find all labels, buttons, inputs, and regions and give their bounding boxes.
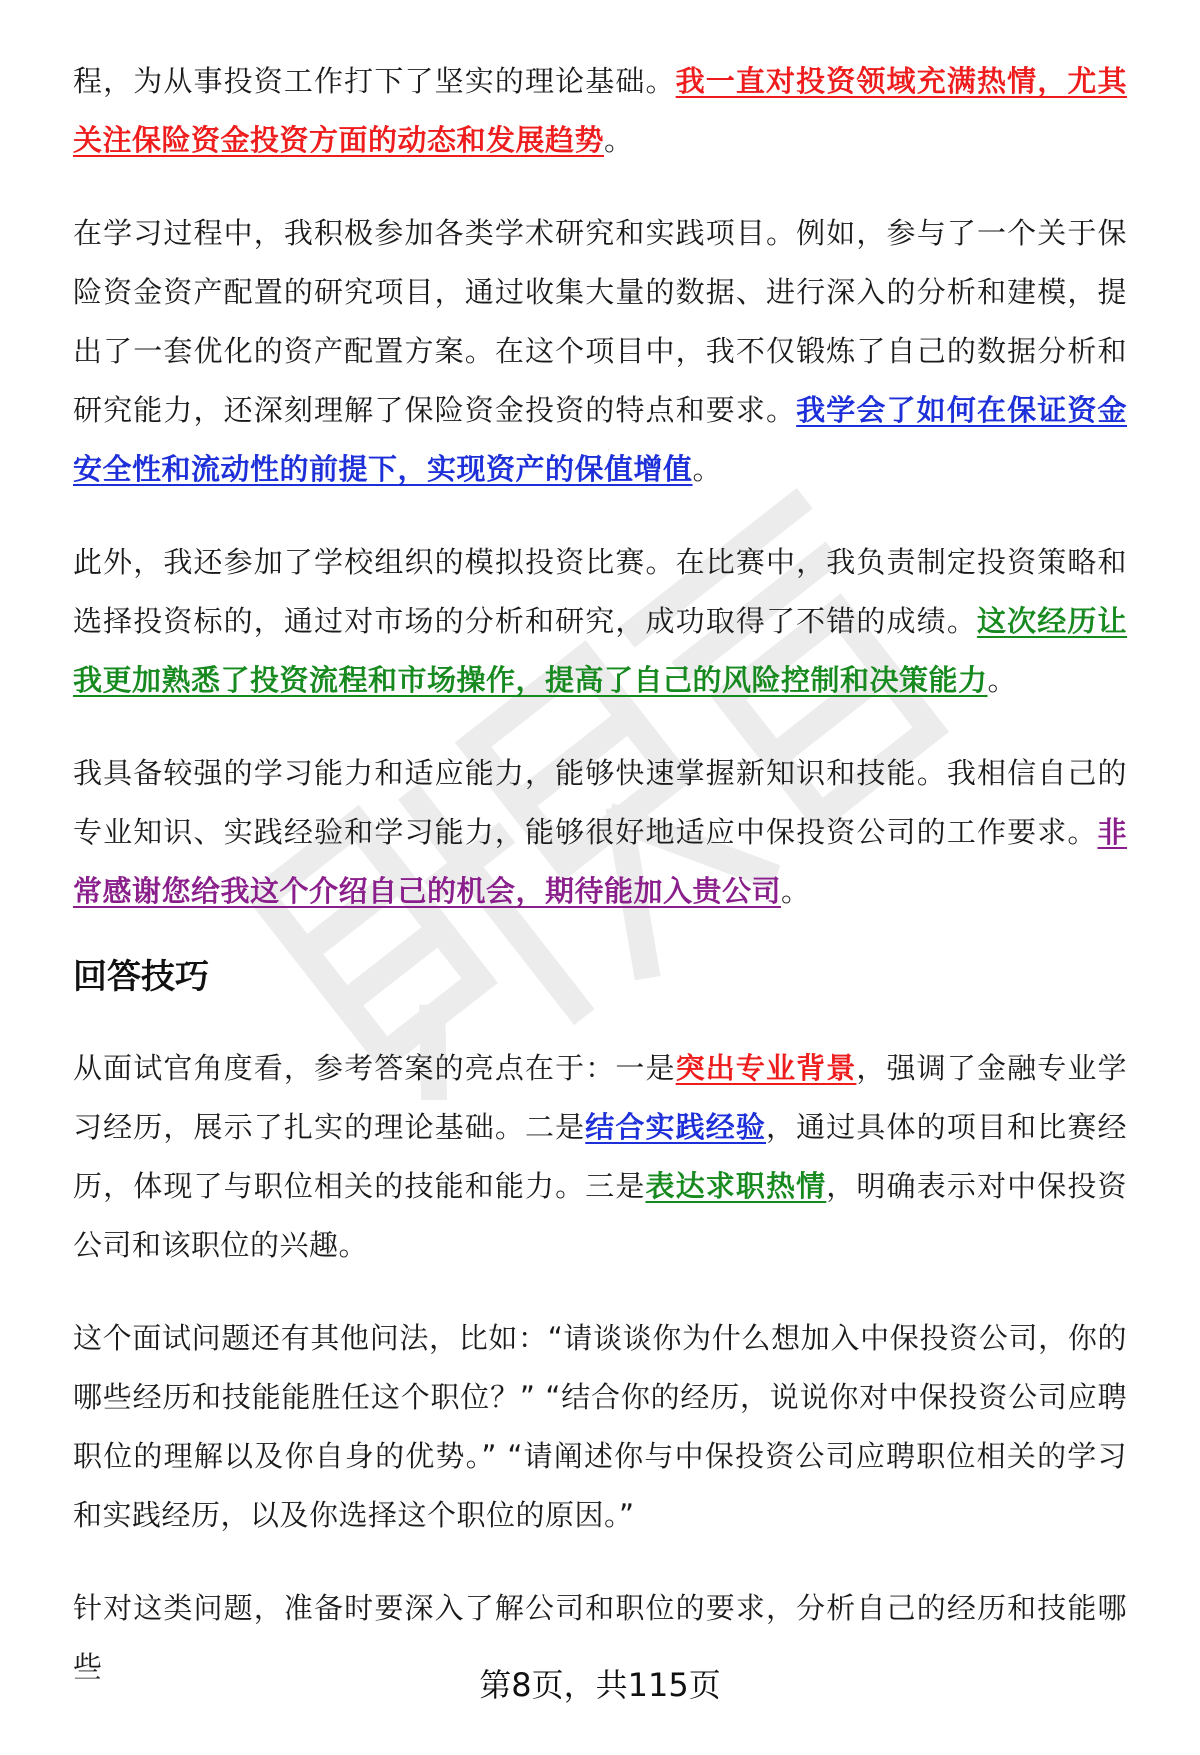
body-text: ，通过具体的项目和比赛经历，体现了与职位相关的技能和能力。三是	[73, 1110, 1127, 1203]
body-text: ，明确表示对中保投资公司和该职位的兴趣。	[73, 1169, 1127, 1262]
body-text: 从面试官角度看，参考答案的亮点在于：一是	[73, 1051, 676, 1085]
body-text: 。	[692, 452, 723, 486]
body-text: 针对这类问题，准备时要深入了解公司和职位的要求，分析自己的经历和技能哪些	[73, 1591, 1127, 1684]
para-alt-questions	[73, 1309, 1127, 1545]
highlight-text-green: 这次经历让我更加熟悉了投资流程和市场操作，提高了自己的风险控制和决策能力	[73, 604, 1127, 697]
highlight-text-purple: 非常感谢您给我这个介绍自己的机会，期待能加入贵公司	[73, 815, 1127, 908]
para-closing	[73, 744, 1127, 921]
body-text: 。	[781, 874, 811, 908]
highlight-text-red: 我一直对投资领域充满热情，尤其关注保险资金投资方面的动态和发展趋势	[73, 64, 1127, 157]
body-text: 在学习过程中，我积极参加各类学术研究和实践项目。例如，参与了一个关于保险资金资产配置的研究项目，通过收集大量的数据、进行深入的分析和建模，提出了一套优化的资产配置方案。在这个项目中，我不仅锻炼了自己的数据分析和研究能力，还深刻理解了保险资金投资的特点和要求。	[73, 216, 1127, 427]
document-body	[73, 52, 1127, 1731]
para-competition	[73, 533, 1127, 710]
para-intro-end	[73, 52, 1127, 170]
tips-section	[73, 1039, 1127, 1697]
body-text: 程，为从事投资工作打下了坚实的理论基础。	[73, 64, 676, 98]
para-highlights	[73, 1039, 1127, 1275]
body-text: 我具备较强的学习能力和适应能力，能够快速掌握新知识和技能。我相信自己的专业知识、实践经验和学习能力，能够很好地适应中保投资公司的工作要求。	[73, 756, 1127, 849]
highlight-text-blue: 结合实践经验	[585, 1110, 767, 1144]
highlight-text-red: 突出专业背景	[675, 1051, 857, 1085]
highlight-text-green: 表达求职热情	[645, 1169, 827, 1203]
body-text: 这个面试问题还有其他问法，比如：“请谈谈你为什么想加入中保投资公司，你的哪些经历和技能能胜任这个职位？” “结合你的经历，说说你对中保投资公司应聘职位的理解以及你自身的优势。” “请阐述你与中保投资公司应聘职位相关的学习和实践经历，以及你选择这个职位的原因。”	[73, 1321, 1127, 1532]
body-text: ，强调了金融专业学习经历，展示了扎实的理论基础。二是	[73, 1051, 1127, 1144]
page-number: 第8页，共115页	[479, 1666, 721, 1704]
section-heading: 回答技巧	[73, 957, 209, 997]
body-text: 。	[604, 123, 634, 157]
highlight-text-blue: 我学会了如何在保证资金安全性和流动性的前提下，实现资产的保值增值	[73, 393, 1127, 486]
para-research	[73, 204, 1127, 499]
body-text: 。	[987, 663, 1018, 697]
answer-section	[73, 52, 1127, 921]
body-text: 此外，我还参加了学校组织的模拟投资比赛。在比赛中，我负责制定投资策略和选择投资标的，通过对市场的分析和研究，成功取得了不错的成绩。	[73, 545, 1127, 638]
